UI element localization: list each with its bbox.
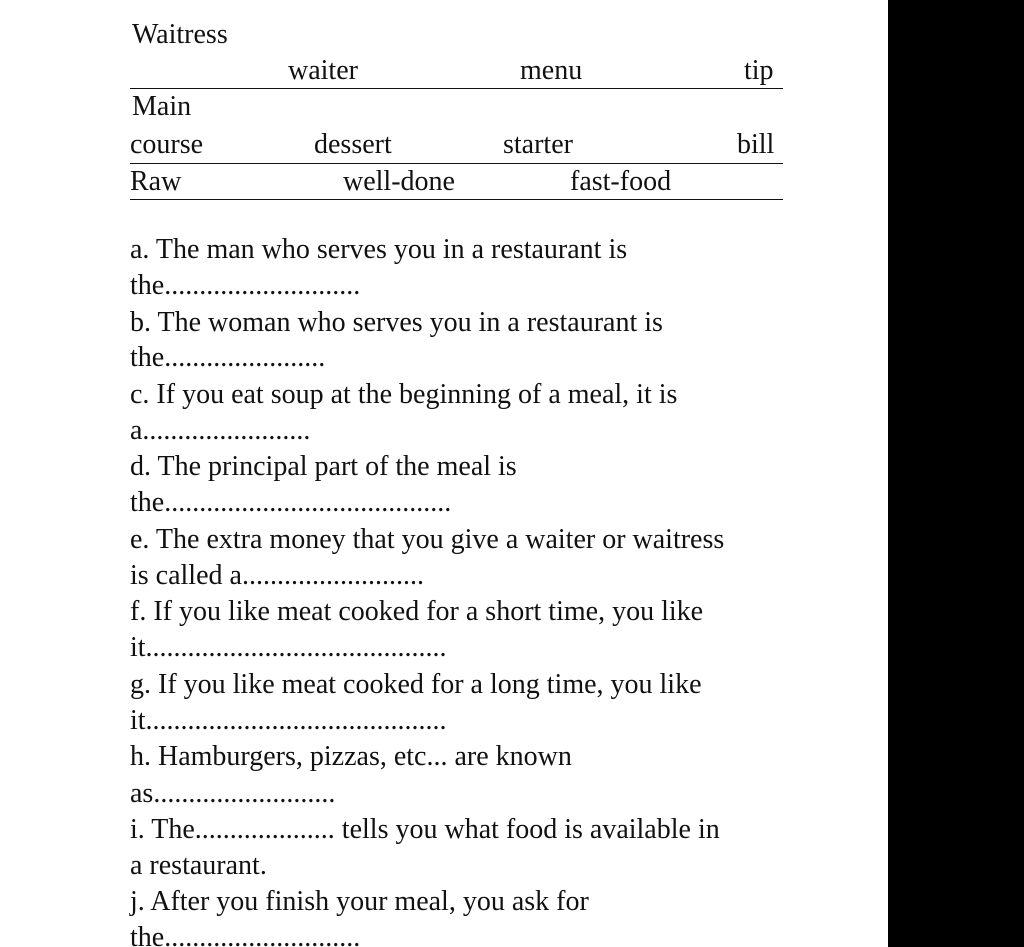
answer-blank: it...........................................	[130, 705, 447, 736]
question-text: i. The.................... tells you what food is available in	[130, 814, 720, 845]
answer-blank: the............................	[130, 922, 361, 947]
table-rule	[130, 163, 783, 164]
question-text: j. After you finish your meal, you ask for	[130, 886, 589, 917]
answer-blank: the.........................................	[130, 487, 452, 518]
word-well-done: well-done	[343, 166, 455, 197]
question-text: h. Hamburgers, pizzas, etc... are known	[130, 741, 572, 772]
word-fast-food: fast-food	[570, 166, 672, 197]
question-text: d. The principal part of the meal is	[130, 451, 517, 482]
answer-blank: the............................	[130, 270, 361, 301]
answer-blank: as..........................	[130, 778, 336, 809]
black-margin	[888, 0, 1024, 947]
word-main: Main	[132, 91, 192, 122]
word-menu: menu	[520, 55, 583, 86]
answer-blank: it...........................................	[130, 632, 447, 663]
word-raw: Raw	[130, 166, 182, 197]
word-starter: starter	[503, 129, 573, 160]
answer-blank: a........................	[130, 415, 311, 446]
question-text: c. If you eat soup at the beginning of a meal, it is	[130, 379, 678, 410]
question-text: e. The extra money that you give a waiter or waitress	[130, 524, 725, 555]
question-text: f. If you like meat cooked for a short time, you like	[130, 596, 704, 627]
word-bill: bill	[737, 129, 775, 160]
word-waitress: Waitress	[132, 19, 228, 50]
word-course: course	[130, 129, 204, 160]
word-dessert: dessert	[314, 129, 392, 160]
question-text: g. If you like meat cooked for a long time, you like	[130, 669, 702, 700]
question-continuation: a restaurant.	[130, 850, 267, 881]
table-rule	[130, 88, 783, 89]
answer-blank: the.......................	[130, 342, 326, 373]
answer-blank: is called a..........................	[130, 560, 424, 591]
question-text: b. The woman who serves you in a restaurant is	[130, 307, 663, 338]
question-text: a. The man who serves you in a restaurant is	[130, 234, 628, 265]
word-waiter: waiter	[288, 55, 358, 86]
word-tip: tip	[744, 55, 774, 86]
table-rule	[130, 199, 783, 200]
